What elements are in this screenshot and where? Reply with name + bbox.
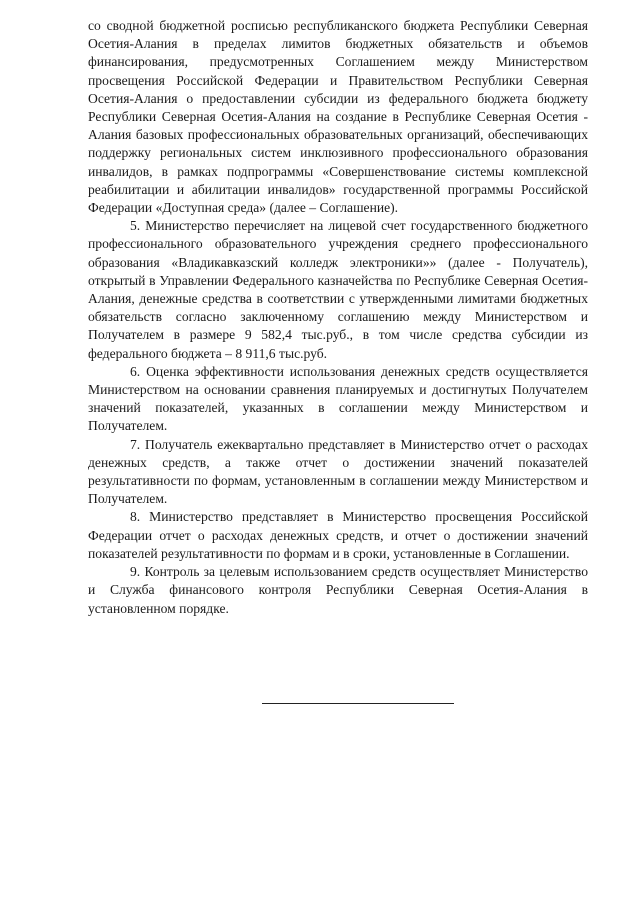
paragraph-continuation: со сводной бюджетной росписью республиканского бюджета Республики Северная Осетия-Алания в пределах лимитов бюджетных обязательств и объемов финансирования, предусмотренных Соглашением между Министерством просвещения Российской Федерации и Правительством Республики Северная Осетия-Алания о предоставлении субсидии из федерального бюджета бюджету Республики Северная Осетия-Алания на создание в Республике Северная Осетия - Алания базовых профессиональных образовательных организаций, обеспечивающих поддержку региональных систем инклюзивного профессионального образования инвалидов, в рамках подпрограммы «Совершенствование системы комплексной реабилитации и абилитации инвалидов» государственной программы Российской Федерации «Доступная среда» (далее – Соглашение). bbox=[88, 18, 588, 216]
paragraph-7-quarterly-report: 7. Получатель ежеквартально представляет в Министерство отчет о расходах денежных средств, а также отчет о достижении значений показателей результативности по формам, установленным в соглашении между Министерством и Получателем. bbox=[88, 436, 588, 507]
paragraph-6-evaluation: 6. Оценка эффективности использования денежных средств осуществляется Министерством на основании сравнения планируемых и достигнутых Получателем значений показателей, указанных в соглашении между Министерством и Получателем. bbox=[88, 363, 588, 434]
document-body bbox=[88, 17, 588, 618]
paragraph-8-ministry-report: 8. Министерство представляет в Министерство просвещения Российской Федерации отчет о расходах денежных средств, и отчет о достижении значений показателей результативности по формам и в сроки, установленные в Соглашении. bbox=[88, 509, 588, 561]
paragraph-9-control: 9. Контроль за целевым использованием средств осуществляет Министерство и Служба финансового контроля Республики Северная Осетия-Алания в установленном порядке. bbox=[88, 564, 588, 616]
closing-divider-line bbox=[262, 703, 454, 704]
paragraph-5-transfer: 5. Министерство перечисляет на лицевой счет государственного бюджетного профессионального образовательного учреждения среднего профессионального образования «Владикавказский колледж электроники»» (далее - Получатель), открытый в Управлении Федерального казначейства по Республике Северная Осетия-Алания, денежные средства в соответствии с утвержденными лимитами бюджетных обязательств согласно заключенному соглашению между Министерством и Получателем в размере 9 582,4 тыс.руб., в том числе средства субсидии из федерального бюджета – 8 911,6 тыс.руб. bbox=[88, 218, 588, 361]
